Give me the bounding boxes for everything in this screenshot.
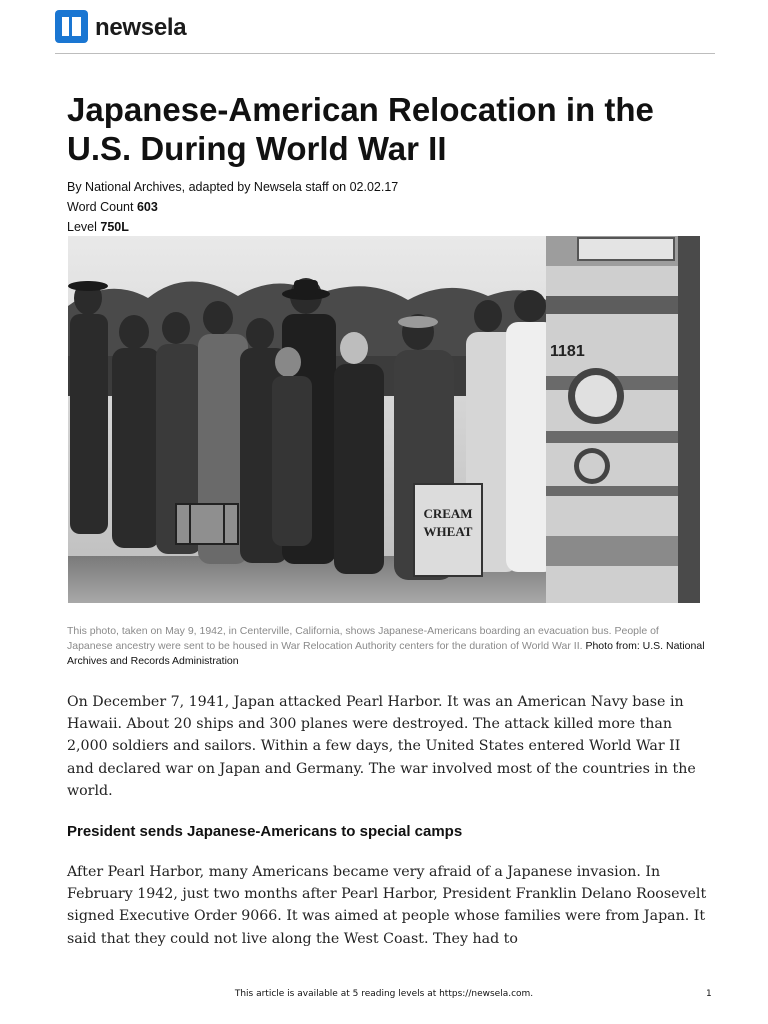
evacuation-bus-photo	[68, 236, 700, 603]
reading-levels-note: This article is available at 5 reading levels at https://newsela.com.	[234, 989, 534, 999]
section-subheading: President sends Japanese-Americans to special camps	[67, 823, 463, 840]
article-title: Japanese-American Relocation in the U.S. During World War II	[67, 91, 654, 167]
photo-source: U.S. National Archives and Records Administration	[67, 640, 705, 667]
body-paragraph-2: After Pearl Harbor, many Americans became very afraid of a Japanese invasion. In February 1942, just two months after Pearl Harbor, President Franklin Delano Roosevelt signed Executive Order 9066. It was aimed at people whose families were from Japan. It said that they could not live along the West Coast. They had to	[67, 864, 707, 947]
box-text-line-1: CREAM	[423, 506, 473, 521]
word-count-label: Word Count	[67, 200, 134, 214]
logo-bar-left	[62, 17, 69, 36]
byline: By National Archives, adapted by Newsela staff on 02.02.17	[67, 180, 399, 194]
bus-number: 1181	[550, 343, 585, 360]
level-value: 750L	[100, 220, 129, 234]
word-count-row	[67, 199, 158, 215]
caption-text: This photo, taken on May 9, 1942, in Centerville, California, shows Japanese-Americans boarding an evacuation bus. People of Japanese ancestry were sent to be housed in War Relocation Authority centers for the duration of World War II.	[67, 625, 659, 652]
article-photo	[68, 236, 700, 603]
level-label: Level	[67, 220, 97, 234]
box-text-line-2: WHEAT	[423, 524, 473, 539]
site-header	[55, 10, 715, 55]
body-paragraph-1: On December 7, 1941, Japan attacked Pearl Harbor. It was an American Navy base in Hawaii. About 20 ships and 300 planes were destroyed. The attack killed more than 2,000 soldiers and sailors. Within a few days, the United States entered World War II and declared war on Japan and Germany. The war involved most of the countries in the world.	[67, 694, 696, 799]
newsela-logo-icon[interactable]	[55, 10, 88, 43]
bus	[546, 236, 700, 603]
word-count-value: 603	[136, 200, 158, 214]
level-row	[67, 219, 129, 235]
photo-source-label: Photo from:	[585, 640, 640, 652]
photo-caption	[67, 624, 707, 669]
page-number: 1	[706, 989, 712, 999]
header-divider	[55, 53, 715, 54]
cream-of-wheat-box	[414, 484, 482, 576]
logo-bar-right	[72, 17, 81, 36]
brand-name[interactable]: newsela	[95, 14, 187, 41]
suitcase	[176, 504, 238, 544]
